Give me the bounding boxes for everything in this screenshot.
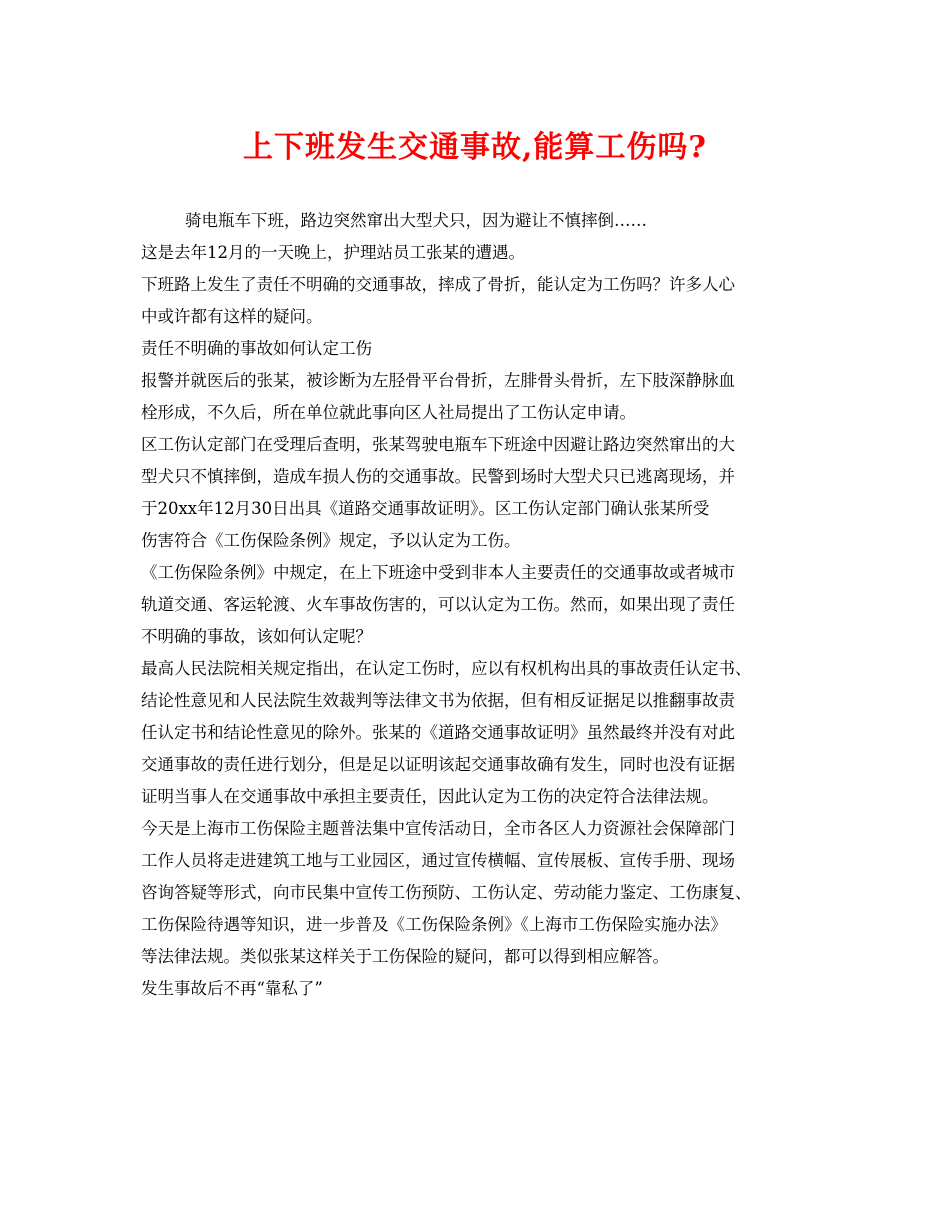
paragraph-line: 伤害符合《工伤保险条例》规定，予以认定为工伤。 (141, 531, 521, 550)
paragraph-line: 于20xx年12月30日出具《道路交通事故证明》。区工伤认定部门确认张某所受 (141, 499, 710, 518)
paragraph-line: 任认定书和结论性意见的除外。张某的《道路交通事故证明》虽然最终并没有对此 (141, 723, 735, 742)
paragraph-line: 报警并就医后的张某，被诊断为左胫骨平台骨折，左腓骨头骨折，左下肢深静脉血 (141, 371, 735, 390)
paragraph-line: 区工伤认定部门在受理后查明，张某驾驶电瓶车下班途中因避让路边突然窜出的大 (141, 435, 735, 454)
paragraph-line: 证明当事人在交通事故中承担主要责任，因此认定为工伤的决定符合法律法规。 (141, 787, 719, 806)
document-title: 上下班发生交通事故,能算工伤吗? (242, 130, 708, 165)
paragraph-line: 不明确的事故，该如何认定呢？ (141, 627, 372, 646)
paragraph-line: 轨道交通、客运轮渡、火车事故伤害的，可以认定为工伤。然而，如果出现了责任 (141, 595, 735, 614)
paragraph-line: 工作人员将走进建筑工地与工业园区，通过宣传横幅、宣传展板、宣传手册、现场 (141, 851, 735, 870)
paragraph-line: 型犬只不慎摔倒，造成车损人伤的交通事故。民警到场时大型犬只已逃离现场，并 (141, 467, 735, 486)
section-heading: 发生事故后不再“靠私了” (141, 979, 323, 998)
paragraph-line: 咨询答疑等形式，向市民集中宣传工伤预防、工伤认定、劳动能力鉴定、工伤康复、 (141, 883, 752, 902)
paragraph-line: 中或许都有这样的疑问。 (141, 307, 323, 326)
paragraph-line: 《工伤保险条例》中规定，在上下班途中受到非本人主要责任的交通事故或者城市 (141, 563, 735, 582)
paragraph-line: 今天是上海市工伤保险主题普法集中宣传活动日，全市各区人力资源社会保障部门 (141, 819, 735, 838)
paragraph-line: 工伤保险待遇等知识，进一步普及《工伤保险条例》《上海市工伤保险实施办法》 (141, 915, 727, 934)
paragraph-line: 交通事故的责任进行划分，但是足以证明该起交通事故确有发生，同时也没有证据 (141, 755, 735, 774)
paragraph-line: 骑电瓶车下班，路边突然窜出大型犬只，因为避让不慎摔倒…… (185, 211, 647, 230)
paragraph-line: 等法律法规。类似张某这样关于工伤保险的疑问，都可以得到相应解答。 (141, 947, 669, 966)
document-body (141, 205, 831, 1005)
paragraph-line: 结论性意见和人民法院生效裁判等法律文书为依据，但有相反证据足以推翻事故责 (141, 691, 735, 710)
paragraph-line: 下班路上发生了责任不明确的交通事故，摔成了骨折，能认定为工伤吗？许多人心 (141, 275, 735, 294)
paragraph-line: 栓形成，不久后，所在单位就此事向区人社局提出了工伤认定申请。 (141, 403, 636, 422)
paragraph-line: 最高人民法院相关规定指出，在认定工伤时，应以有权机构出具的事故责任认定书、 (141, 659, 752, 678)
paragraph-line: 这是去年12月的一天晚上，护理站员工张某的遭遇。 (141, 243, 525, 262)
section-heading: 责任不明确的事故如何认定工伤 (141, 339, 372, 358)
